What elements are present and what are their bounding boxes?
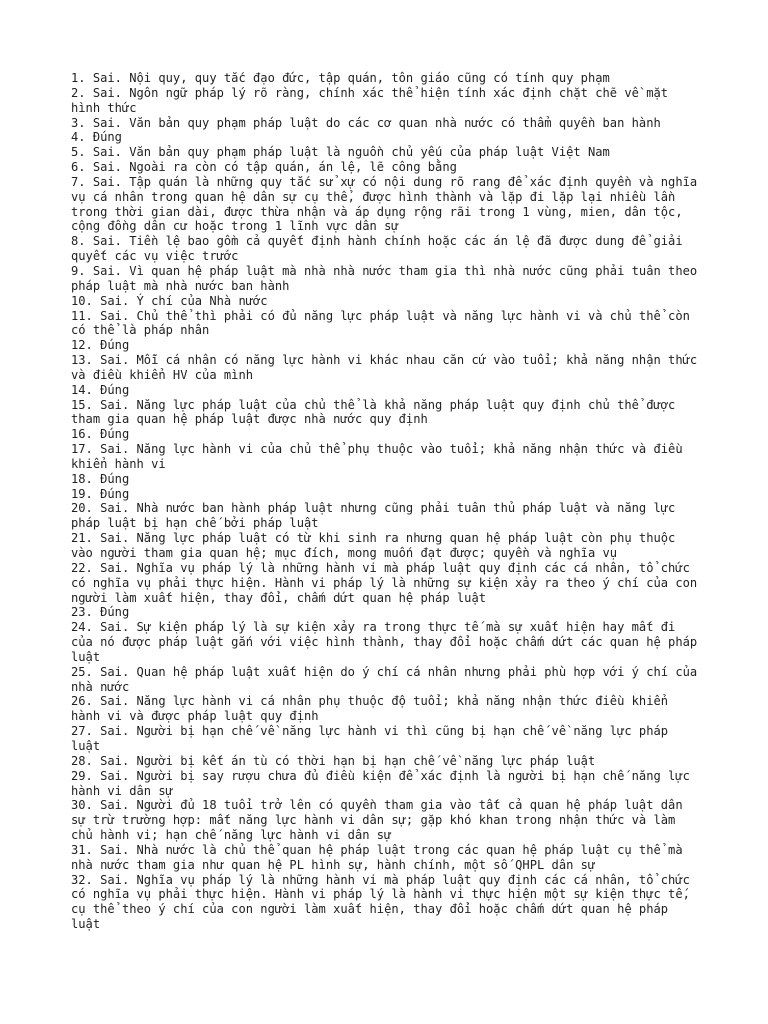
document-page xyxy=(71,71,703,932)
answer-item-7: 7. Sai. Tập quán là những quy tắc sử xự có nội dung rõ rang để xác định quyền và nghĩa vụ cá nhân trong quan hệ dân sự cụ thể, được hình thành và lặp đi lặp lại nhiều lần trong thời gian dài, được thừa nhận và áp dụng rộng rãi trong 1 vùng, mien, dân tộc, cộng đồng dân cư hoặc trong 1 lĩnh vực dân sự xyxy=(71,174,705,234)
answer-item-6: 6. Sai. Ngoài ra còn có tập quán, án lệ, lẽ công bằng xyxy=(71,160,457,175)
answer-item-30: 30. Sai. Người đủ 18 tuổi trở lên có quyền tham gia vào tất cả quan hệ pháp luật dân sự trừ trường hợp: mất năng lực hành vi dân sự; gặp khó khan trong nhận thức và làm chủ hành vi; hạn chế năng lực hành vi dân sự xyxy=(71,798,690,843)
answer-item-8: 8. Sai. Tiền lệ bao gồm cả quyết định hành chính hoặc các án lệ đã được dung để giải quyết các vụ việc trước xyxy=(71,234,690,264)
answer-item-32: 32. Sai. Nghĩa vụ pháp lý là những hành vi mà pháp luật quy định các cá nhân, tổ chức có nghĩa vụ phải thực hiện. Hành vi pháp lý là hành vi thực hiện một sự kiện thực tế, cụ thể theo ý chí của con người làm xuất hiện, thay đổi hoặc chấm dứt quan hệ pháp luật xyxy=(71,872,698,932)
answer-item-27: 27. Sai. Người bị hạn chế về năng lực hành vi thì cũng bị hạn chế về năng lực pháp luật xyxy=(71,724,676,753)
answer-item-12: 12. Đúng xyxy=(71,338,130,353)
answer-item-10: 10. Sai. Ý chí của Nhà nước xyxy=(71,293,268,308)
answer-item-4: 4. Đúng xyxy=(71,130,122,145)
answer-item-25: 25. Sai. Quan hệ pháp luật xuất hiện do ý chí cá nhân nhưng phải phù hợp với ý chí của nhà nước xyxy=(71,664,705,694)
answer-item-31: 31. Sai. Nhà nước là chủ thể quan hệ pháp luật trong các quan hệ pháp luật cụ thể mà nhà nước tham gia như quan hệ PL hình sự, hành chính, một số QHPL dân sự xyxy=(71,842,690,872)
answer-item-3: 3. Sai. Văn bản quy phạm pháp luật do các cơ quan nhà nước có thẩm quyền ban hành xyxy=(71,115,661,130)
answer-item-17: 17. Sai. Năng lực hành vi của chủ thể phụ thuộc vào tuổi; khả năng nhận thức và điều khiển hành vi xyxy=(71,442,690,471)
answer-item-26: 26. Sai. Năng lực hành vi cá nhân phụ thuộc độ tuổi; khả năng nhận thức điều khiển hành vi và được pháp luật quy định xyxy=(71,694,676,724)
answer-item-19: 19. Đúng xyxy=(71,486,130,501)
answer-item-22: 22. Sai. Nghĩa vụ pháp lý là những hành vi mà pháp luật quy định các cá nhân, tổ chức có nghĩa vụ phải thực hiện. Hành vi pháp lý là những sự kiện xảy ra theo ý chí của con người làm xuất hiện, thay đổi, chấm dứt quan hệ pháp luật xyxy=(71,560,705,605)
answer-item-2: 2. Sai. Ngôn ngữ pháp lý rõ ràng, chính xác thể hiện tính xác định chặt chẽ về mặt hình thức xyxy=(71,85,676,115)
answer-item-21: 21. Sai. Năng lực pháp luật có từ khi sinh ra nhưng quan hệ pháp luật còn phụ thuộc vào người tham gia quan hệ; mục đích, mong muốn đạt được; quyền và nghĩa vụ xyxy=(71,531,683,560)
answer-list xyxy=(71,71,703,932)
answer-item-24: 24. Sai. Sự kiện pháp lý là sự kiện xảy ra trong thực tế mà sự xuất hiện hay mất đi của nó được pháp luật gắn với việc hình thành, thay đổi hoặc chấm dứt các quan hệ pháp luật xyxy=(71,620,705,664)
answer-item-5: 5. Sai. Văn bản quy phạm pháp luật là nguồn chủ yếu của pháp luật Việt Nam xyxy=(71,145,610,160)
answer-item-15: 15. Sai. Năng lực pháp luật của chủ thể là khả năng pháp luật quy định chủ thể được tham gia quan hệ pháp luật được nhà nước quy định xyxy=(71,397,683,427)
answer-item-14: 14. Đúng xyxy=(71,382,130,397)
answer-item-9: 9. Sai. Vì quan hệ pháp luật mà nhà nhà nước tham gia thì nhà nước cũng phải tuân theo pháp luật mà nhà nước ban hành xyxy=(71,263,705,293)
answer-item-16: 16. Đúng xyxy=(71,427,130,442)
answer-item-23: 23. Đúng xyxy=(71,605,130,620)
answer-item-20: 20. Sai. Nhà nước ban hành pháp luật nhưng cũng phải tuân thủ pháp luật và năng lực pháp luật bị hạn chế bởi pháp luật xyxy=(71,501,683,531)
answer-item-29: 29. Sai. Người bị say rượu chưa đủ điều kiện để xác định là người bị hạn chế năng lực hành vi dân sự xyxy=(71,768,698,798)
answer-item-13: 13. Sai. Mỗi cá nhân có năng lực hành vi khác nhau căn cứ vào tuổi; khả năng nhận thức và điều khiển HV của mình xyxy=(71,353,705,382)
answer-item-18: 18. Đúng xyxy=(71,471,130,486)
answer-item-11: 11. Sai. Chủ thể thì phải có đủ năng lực pháp luật và năng lực hành vi và chủ thể còn có thể là pháp nhân xyxy=(71,308,698,338)
answer-item-28: 28. Sai. Người bị kết án tù có thời hạn bị hạn chế về năng lực pháp luật xyxy=(71,753,596,768)
answer-item-1: 1. Sai. Nội quy, quy tắc đạo đức, tập quán, tôn giáo cũng có tính quy phạm xyxy=(71,71,610,85)
